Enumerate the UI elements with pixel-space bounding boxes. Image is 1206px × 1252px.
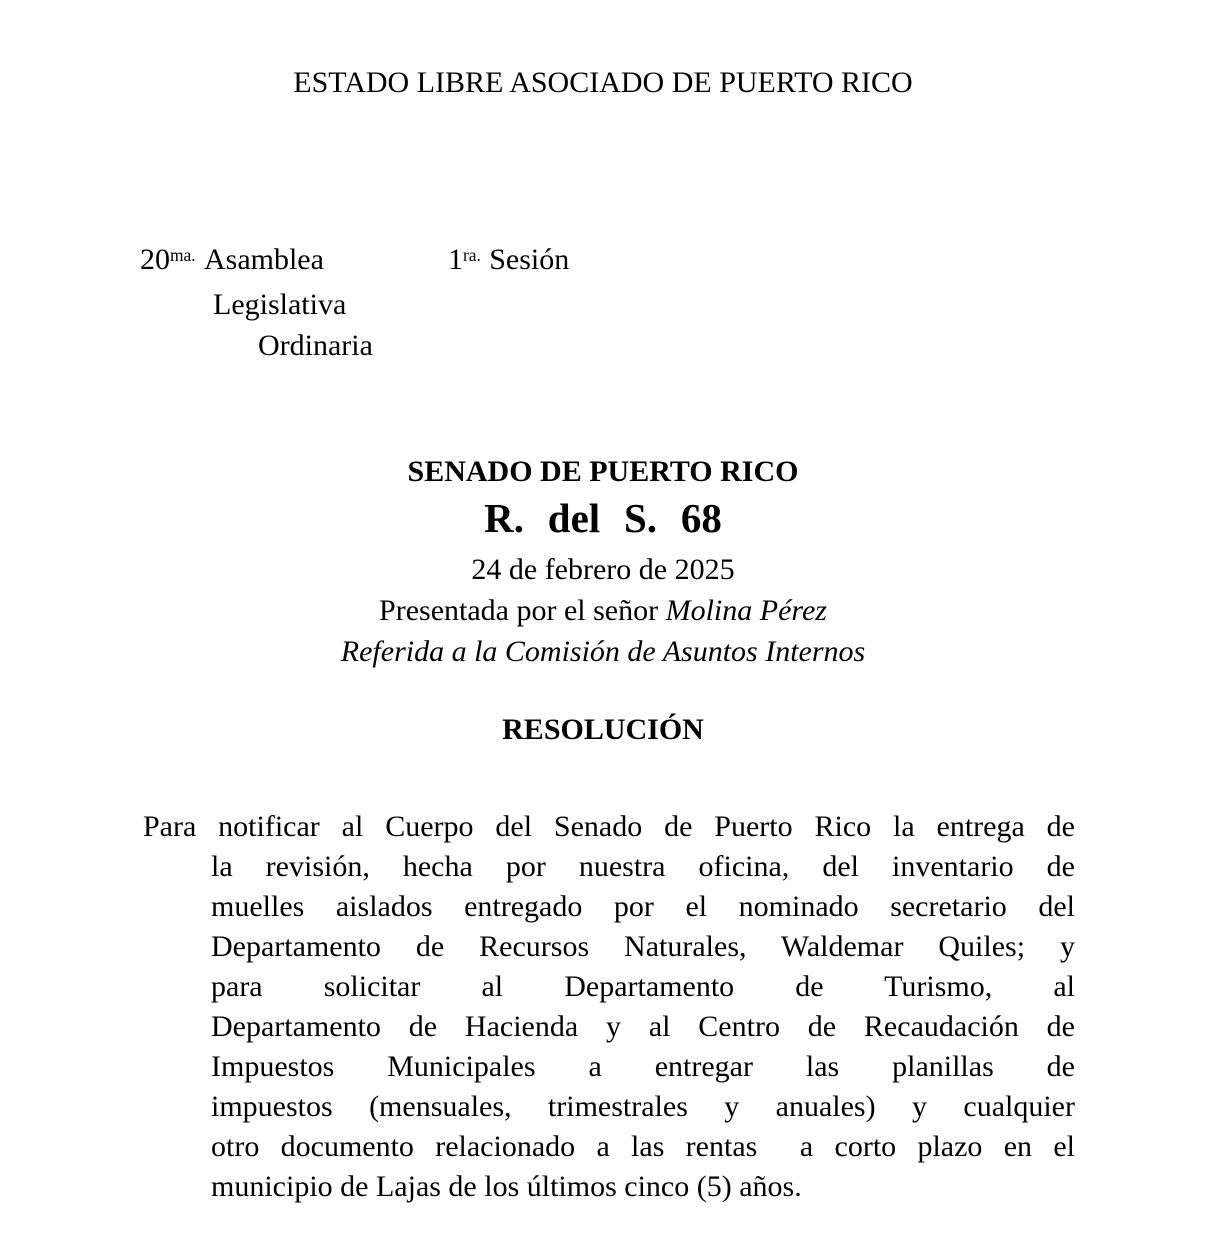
assembly-line-ordinaria: Ordinaria <box>258 329 373 362</box>
session-label: Sesión <box>489 243 570 276</box>
assembly-line-legislativa: Legislativa <box>213 288 347 321</box>
assembly-term <box>140 243 324 276</box>
assembly-number: 20 <box>140 243 170 276</box>
paragraph-line: Departamento de Recursos Naturales, Waldemar Quiles; y <box>211 930 1075 963</box>
paragraph-line: la revisión, hecha por nuestra oficina, del inventario de <box>211 850 1075 883</box>
assembly-ordinal-suffix: ma. <box>170 245 196 266</box>
measure-title-block <box>0 451 1206 672</box>
paragraph-line: para solicitar al Departamento de Turismo, al <box>211 970 1075 1003</box>
referred-to-line: Referida a la Comisión de Asuntos Internos <box>340 635 866 668</box>
document-header-title: ESTADO LIBRE ASOCIADO DE PUERTO RICO <box>293 66 913 99</box>
paragraph-line: muelles aislados entregado por el nominado secretario del <box>211 890 1075 923</box>
filing-date: 24 de febrero de 2025 <box>471 553 735 586</box>
resolution-clause <box>143 807 1075 1207</box>
paragraph-line: municipio de Lajas de los últimos cinco (5) años. <box>211 1170 802 1203</box>
paragraph-line: Impuestos Municipales a entregar las planillas de <box>211 1050 1075 1083</box>
assembly-session-line <box>140 239 570 284</box>
resolution-heading: RESOLUCIÓN <box>502 713 704 746</box>
paragraph-line: Para notificar al Cuerpo del Senado de Puerto Rico la entrega de <box>143 810 1075 843</box>
session-ordinal-suffix: ra. <box>463 245 481 266</box>
author-name: Molina Pérez <box>665 594 827 627</box>
legislative-session-block <box>140 239 570 366</box>
assembly-label: Asamblea <box>203 243 324 276</box>
session-number: 1 <box>448 243 463 276</box>
paragraph-line: otro documento relacionado a las rentas a corto plazo en el <box>211 1130 1075 1163</box>
presented-by-line <box>0 590 1206 631</box>
session-term <box>448 239 569 284</box>
measure-number: R. del S. 68 <box>484 495 722 541</box>
paragraph-line: Departamento de Hacienda y al Centro de Recaudación de <box>211 1010 1075 1043</box>
chamber-title: SENADO DE PUERTO RICO <box>407 455 799 488</box>
paragraph-line: impuestos (mensuales, trimestrales y anuales) y cualquier <box>211 1090 1075 1123</box>
presented-by-prefix: Presentada por el señor <box>379 594 666 627</box>
